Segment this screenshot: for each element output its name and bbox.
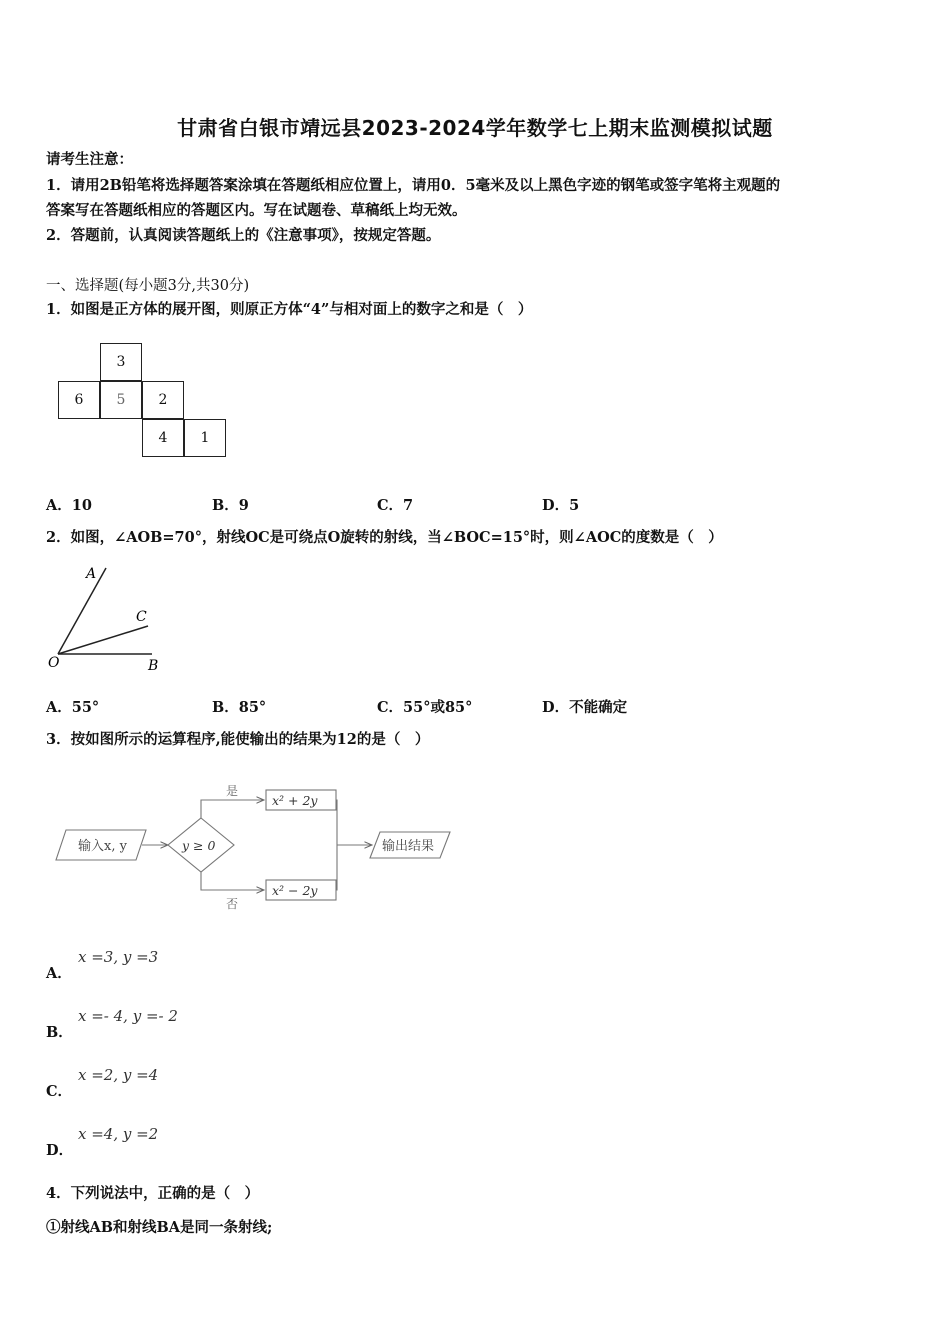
q3-option-b-letter: B．: [46, 1024, 73, 1041]
notice-line-1: 1．请用2B铅笔将选择题答案涂填在答题纸相应位置上，请用0．5毫米及以上黑色字迹的钢笔或签字笔将主观题的: [46, 177, 781, 194]
net-cell: 1: [184, 419, 226, 457]
q2-option-a: A．55°: [46, 699, 100, 716]
no-label: 否: [226, 897, 239, 911]
top-expression: x² + 2y: [272, 793, 318, 808]
q2-option-b: B．85°: [212, 699, 267, 716]
net-cell: 6: [58, 381, 100, 419]
q3-option-d-letter: D．: [46, 1142, 74, 1159]
q1-option-d: D．5: [542, 497, 580, 514]
yes-label: 是: [226, 784, 239, 798]
q4-item-1: ①射线AB和射线BA是同一条射线;: [46, 1219, 273, 1236]
notice-line-2: 2．答题前，认真阅读答题纸上的《注意事项》，按规定答题。: [46, 227, 441, 244]
q3-option-a-letter: A．: [46, 965, 72, 982]
q3-option-c-letter: C．: [46, 1083, 73, 1100]
bottom-expression: x² − 2y: [272, 883, 318, 898]
q3-option-b-expr: x =- 4, y =- 2: [78, 1007, 178, 1025]
q2-option-d: D．不能确定: [542, 699, 628, 716]
label-o: O: [48, 655, 60, 671]
net-cell: 2: [142, 381, 184, 419]
notice-line-1b: 答案写在答题纸相应的答题区内。写在试题卷、草稿纸上均无效。: [46, 202, 467, 219]
q3-option-c-expr: x =2, y =4: [78, 1066, 159, 1084]
input-label: 输入x, y: [78, 839, 127, 854]
page-title: 甘肃省白银市靖远县2023-2024学年数学七上期末监测模拟试题: [177, 116, 773, 140]
q1-option-b: B．9: [212, 497, 249, 514]
net-cell: 4: [142, 419, 184, 457]
q1-option-c: C．7: [377, 497, 414, 514]
q2-option-c: C．55°或85°: [377, 699, 473, 716]
flowchart: [50, 778, 460, 918]
q1-option-a: A．10: [46, 497, 92, 514]
label-c: C: [136, 609, 147, 625]
q1-stem: 1．如图是正方体的展开图，则原正方体“4”与相对面上的数字之和是（ ）: [46, 301, 533, 318]
q3-option-d-expr: x =4, y =2: [78, 1125, 159, 1143]
q4-stem: 4．下列说法中，正确的是（ ）: [46, 1185, 260, 1202]
output-label: 输出结果: [382, 839, 435, 854]
net-cell: 3: [100, 343, 142, 381]
q2-stem: 2．如图，∠AOB=70°，射线OC是可绕点O旋转的射线，当∠BOC=15°时，则∠AOC的度数是（ ）: [46, 529, 723, 546]
condition-label: y ≥ 0: [182, 838, 216, 853]
section-heading: 一、选择题(每小题3分,共30分): [46, 278, 250, 294]
label-b: B: [148, 658, 159, 674]
net-cell: 5: [100, 381, 142, 419]
q3-stem: 3．按如图所示的运算程序,能使输出的结果为12的是（ ）: [46, 731, 430, 748]
label-a: A: [86, 566, 97, 582]
q3-option-a-expr: x =3, y =3: [78, 948, 159, 966]
notice-heading: 请考生注意：: [46, 151, 133, 168]
angle-diagram: [40, 558, 170, 676]
